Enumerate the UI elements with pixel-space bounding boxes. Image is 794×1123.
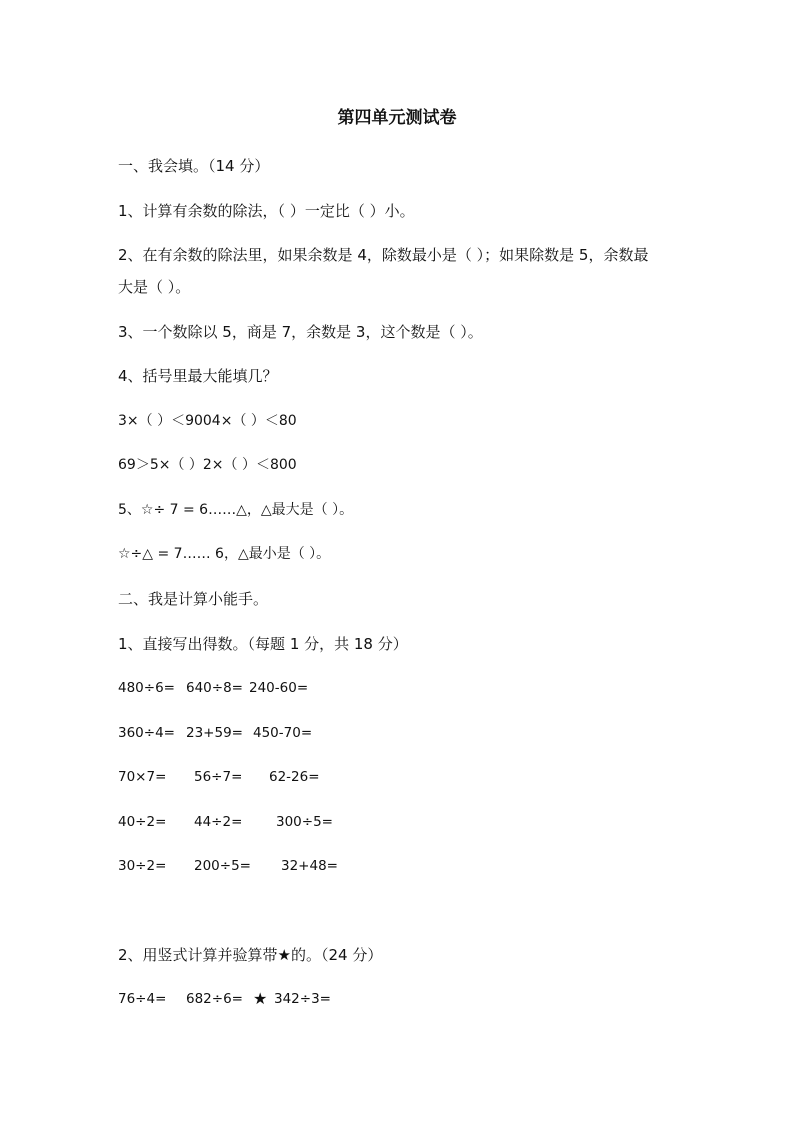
arithmetic-row [118,810,688,834]
part-1-heading: 1、直接写出得数。（每题 1 分，共 18 分） [118,635,408,653]
arithmetic-row [118,676,688,700]
arithmetic-item: 200÷5= [194,858,251,874]
question-4: 4、括号里最大能填几？ [118,367,278,385]
section-2-heading: 二、我是计算小能手。 [118,590,269,608]
vertical-calc-item: 342÷3= [274,991,331,1007]
question-3: 3、一个数除以 5，商是 7，余数是 3，这个数是（ ）。 [118,323,483,341]
arithmetic-item: 40÷2= [118,814,167,830]
arithmetic-item: 360÷4= [118,725,175,741]
arithmetic-item: 56÷7= [194,769,243,785]
arithmetic-item: 480÷6= [118,680,175,696]
vertical-calc-item: 682÷6= [186,991,243,1007]
question-2-line-2: 大是（ ）。 [118,278,191,296]
question-1: 1、计算有余数的除法，（ ）一定比（ ）小。 [118,202,415,220]
arithmetic-item: 450-70= [253,725,313,741]
question-4-row-2: 69＞5×（ ）2×（ ）＜800 [118,457,297,473]
arithmetic-item: 240-60= [249,680,309,696]
arithmetic-item: 30÷2= [118,858,167,874]
arithmetic-item: 300÷5= [276,814,333,830]
page-title: 第四单元测试卷 [337,108,457,128]
arithmetic-item: 32+48= [281,858,338,874]
arithmetic-item: 23+59= [186,725,243,741]
part-2-heading: 2、用竖式计算并验算带★的。（24 分） [118,946,383,964]
vertical-calc-row [118,987,688,1011]
question-5-line-1: 5、☆÷ 7 = 6……△，△最大是（ ）。 [118,502,354,518]
star-icon: ★ [253,989,268,1008]
arithmetic-item: 44÷2= [194,814,243,830]
vertical-calc-item: 76÷4= [118,991,167,1007]
arithmetic-item: 640÷8= [186,680,243,696]
arithmetic-item: 70×7= [118,769,167,785]
question-4-row-1: 3×（ ）＜9004×（ ）＜80 [118,413,297,429]
section-1-heading: 一、我会填。（14 分） [118,157,270,175]
question-5-line-2: ☆÷△ = 7…… 6，△最小是（ ）。 [118,546,331,562]
arithmetic-row [118,854,688,878]
arithmetic-row [118,721,688,745]
arithmetic-item: 62-26= [269,769,320,785]
arithmetic-row [118,765,688,789]
question-2-line-1: 2、在有余数的除法里，如果余数是 4，除数最小是（ ）；如果除数是 5，余数最 [118,246,649,264]
